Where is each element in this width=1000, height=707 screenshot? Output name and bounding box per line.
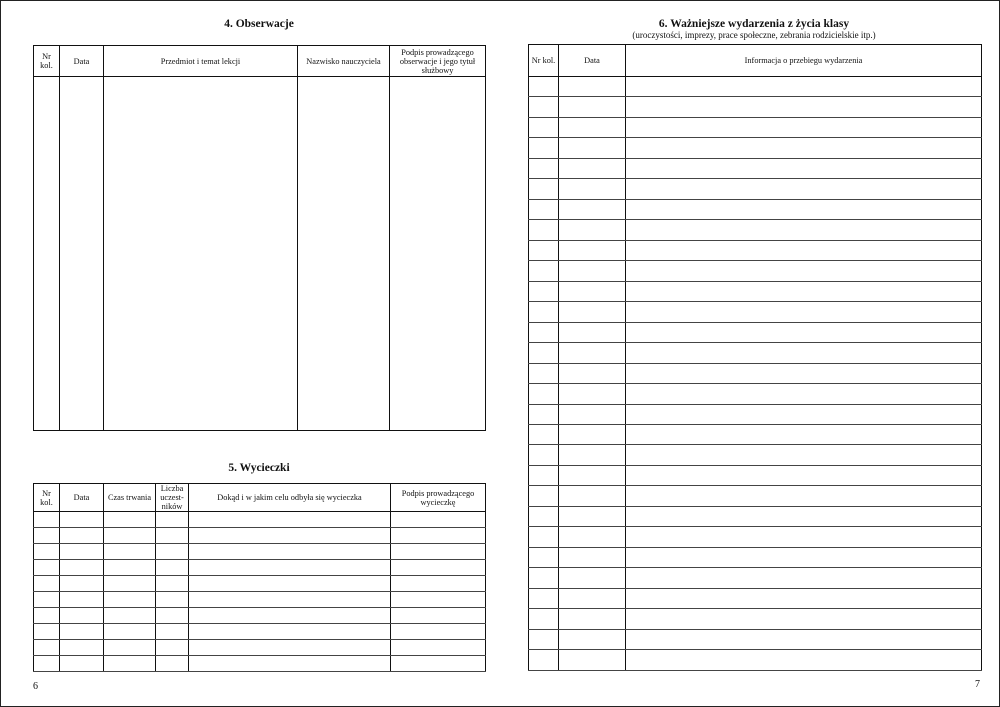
cell-destination[interactable] — [189, 656, 391, 672]
cell-participants[interactable] — [156, 544, 189, 560]
cell-date[interactable] — [559, 547, 626, 567]
cell-destination[interactable] — [189, 544, 391, 560]
cell-destination[interactable] — [189, 608, 391, 624]
col-header-nr: Nr kol. — [34, 484, 60, 512]
cell-date[interactable] — [559, 445, 626, 465]
cell-info[interactable] — [626, 138, 982, 158]
cell-subject[interactable] — [104, 77, 298, 431]
cell-date[interactable] — [559, 424, 626, 444]
cell-date[interactable] — [60, 512, 104, 528]
cell-date[interactable] — [559, 138, 626, 158]
cell-nr[interactable] — [34, 576, 60, 592]
table-row — [529, 220, 982, 240]
table-row — [529, 465, 982, 485]
table-row — [529, 158, 982, 178]
cell-date[interactable] — [559, 199, 626, 219]
table-row — [34, 640, 486, 656]
cell-date[interactable] — [60, 656, 104, 672]
cell-nr[interactable] — [34, 608, 60, 624]
cell-info[interactable] — [626, 220, 982, 240]
col-header-date: Data — [60, 46, 104, 77]
table-row — [34, 656, 486, 672]
table-row — [529, 445, 982, 465]
cell-info[interactable] — [626, 179, 982, 199]
cell-info[interactable] — [626, 547, 982, 567]
cell-date[interactable] — [559, 77, 626, 97]
cell-date[interactable] — [559, 506, 626, 526]
col-header-date: Data — [559, 45, 626, 77]
cell-info[interactable] — [626, 117, 982, 137]
col-header-subject: Przedmiot i temat lekcji — [104, 46, 298, 77]
cell-signature[interactable] — [391, 544, 486, 560]
cell-nr[interactable] — [34, 528, 60, 544]
cell-date[interactable] — [60, 77, 104, 431]
table-row — [529, 117, 982, 137]
cell-info[interactable] — [626, 424, 982, 444]
table-row — [529, 424, 982, 444]
col-header-teacher: Nazwisko nauczyciela — [298, 46, 390, 77]
cell-nr[interactable] — [529, 506, 559, 526]
cell-destination[interactable] — [189, 560, 391, 576]
cell-duration[interactable] — [104, 560, 156, 576]
cell-info[interactable] — [626, 261, 982, 281]
cell-participants[interactable] — [156, 592, 189, 608]
table-row — [529, 138, 982, 158]
cell-nr[interactable] — [529, 261, 559, 281]
cell-duration[interactable] — [104, 544, 156, 560]
trips-table — [33, 483, 486, 672]
cell-nr[interactable] — [529, 384, 559, 404]
cell-teacher[interactable] — [298, 77, 390, 431]
cell-nr[interactable] — [529, 445, 559, 465]
cell-signature[interactable] — [391, 640, 486, 656]
cell-nr[interactable] — [529, 158, 559, 178]
cell-participants[interactable] — [156, 560, 189, 576]
cell-nr[interactable] — [529, 97, 559, 117]
table-row — [529, 77, 982, 97]
cell-nr[interactable] — [529, 199, 559, 219]
table-row — [529, 588, 982, 608]
table-row — [34, 576, 486, 592]
cell-nr[interactable] — [529, 404, 559, 424]
table-row — [34, 560, 486, 576]
table-row — [529, 261, 982, 281]
cell-date[interactable] — [559, 343, 626, 363]
cell-nr[interactable] — [529, 486, 559, 506]
cell-nr[interactable] — [529, 465, 559, 485]
cell-nr[interactable] — [34, 640, 60, 656]
cell-date[interactable] — [60, 608, 104, 624]
cell-date[interactable] — [559, 568, 626, 588]
cell-nr[interactable] — [34, 624, 60, 640]
cell-date[interactable] — [559, 220, 626, 240]
cell-nr[interactable] — [34, 592, 60, 608]
col-header-destination: Dokąd i w jakim celu odbyła się wycieczka — [189, 484, 391, 512]
cell-nr[interactable] — [529, 424, 559, 444]
observations-title: 4. Obserwacje — [224, 18, 294, 30]
cell-nr[interactable] — [529, 281, 559, 301]
table-row — [529, 240, 982, 260]
cell-nr[interactable] — [529, 650, 559, 671]
cell-nr[interactable] — [34, 656, 60, 672]
cell-signature[interactable] — [391, 576, 486, 592]
cell-nr[interactable] — [529, 322, 559, 342]
cell-participants[interactable] — [156, 512, 189, 528]
col-header-info: Informacja o przebiegu wydarzenia — [626, 45, 982, 77]
cell-date[interactable] — [559, 281, 626, 301]
cell-info[interactable] — [626, 465, 982, 485]
cell-info[interactable] — [626, 486, 982, 506]
cell-info[interactable] — [626, 158, 982, 178]
cell-nr[interactable] — [529, 138, 559, 158]
cell-info[interactable] — [626, 588, 982, 608]
trips-title: 5. Wycieczki — [228, 462, 290, 474]
cell-info[interactable] — [626, 199, 982, 219]
col-header-signature: Podpis prowadzącego wycieczkę — [391, 484, 486, 512]
cell-info[interactable] — [626, 97, 982, 117]
cell-date[interactable] — [559, 650, 626, 671]
cell-signature[interactable] — [391, 560, 486, 576]
cell-info[interactable] — [626, 77, 982, 97]
cell-signature[interactable] — [391, 608, 486, 624]
table-row — [34, 528, 486, 544]
table-row — [529, 302, 982, 322]
table-row — [529, 199, 982, 219]
cell-date[interactable] — [559, 363, 626, 383]
table-row — [529, 404, 982, 424]
cell-date[interactable] — [60, 576, 104, 592]
cell-destination[interactable] — [189, 528, 391, 544]
cell-date[interactable] — [559, 179, 626, 199]
cell-participants[interactable] — [156, 528, 189, 544]
cell-nr[interactable] — [529, 302, 559, 322]
cell-info[interactable] — [626, 650, 982, 671]
cell-duration[interactable] — [104, 656, 156, 672]
cell-nr[interactable] — [34, 512, 60, 528]
table-row — [529, 281, 982, 301]
cell-date[interactable] — [559, 97, 626, 117]
cell-date[interactable] — [559, 117, 626, 137]
col-header-date: Data — [60, 484, 104, 512]
table-row — [529, 363, 982, 383]
cell-info[interactable] — [626, 363, 982, 383]
col-header-signature: Podpis prowadzącego obserwacje i jego tytuł służbowy — [390, 46, 486, 77]
cell-date[interactable] — [559, 302, 626, 322]
table-row — [529, 609, 982, 629]
cell-duration[interactable] — [104, 592, 156, 608]
cell-info[interactable] — [626, 506, 982, 526]
cell-duration[interactable] — [104, 512, 156, 528]
page-number-right: 7 — [975, 679, 980, 690]
cell-nr[interactable] — [34, 77, 60, 431]
cell-signature[interactable] — [391, 528, 486, 544]
cell-participants[interactable] — [156, 624, 189, 640]
table-row — [529, 486, 982, 506]
cell-signature[interactable] — [391, 512, 486, 528]
cell-signature[interactable] — [390, 77, 486, 431]
cell-date[interactable] — [559, 486, 626, 506]
cell-date[interactable] — [60, 544, 104, 560]
cell-info[interactable] — [626, 609, 982, 629]
cell-info[interactable] — [626, 527, 982, 547]
cell-info[interactable] — [626, 384, 982, 404]
cell-date[interactable] — [559, 588, 626, 608]
cell-date[interactable] — [559, 527, 626, 547]
cell-nr[interactable] — [529, 629, 559, 649]
table-row — [34, 624, 486, 640]
cell-date[interactable] — [60, 640, 104, 656]
cell-date[interactable] — [60, 560, 104, 576]
table-row — [34, 608, 486, 624]
cell-nr[interactable] — [529, 609, 559, 629]
cell-duration[interactable] — [104, 640, 156, 656]
cell-nr[interactable] — [529, 588, 559, 608]
cell-info[interactable] — [626, 404, 982, 424]
cell-nr[interactable] — [529, 179, 559, 199]
cell-info[interactable] — [626, 302, 982, 322]
observations-table — [33, 45, 486, 431]
cell-nr[interactable] — [529, 77, 559, 97]
observations-body-row — [34, 77, 486, 431]
table-row — [529, 384, 982, 404]
cell-date[interactable] — [60, 528, 104, 544]
table-row — [529, 179, 982, 199]
cell-destination[interactable] — [189, 512, 391, 528]
cell-nr[interactable] — [529, 343, 559, 363]
table-row — [529, 343, 982, 363]
cell-date[interactable] — [559, 384, 626, 404]
cell-signature[interactable] — [391, 656, 486, 672]
table-row — [34, 592, 486, 608]
cell-duration[interactable] — [104, 624, 156, 640]
col-header-nr: Nr kol. — [529, 45, 559, 77]
table-row — [529, 97, 982, 117]
cell-participants[interactable] — [156, 576, 189, 592]
cell-date[interactable] — [559, 404, 626, 424]
cell-signature[interactable] — [391, 624, 486, 640]
events-subtitle: (uroczystości, imprezy, prace społeczne, zebrania rodzicielskie itp.) — [632, 30, 876, 40]
table-row — [529, 547, 982, 567]
cell-date[interactable] — [559, 609, 626, 629]
cell-date[interactable] — [559, 629, 626, 649]
cell-info[interactable] — [626, 629, 982, 649]
cell-date[interactable] — [60, 592, 104, 608]
cell-date[interactable] — [559, 240, 626, 260]
cell-destination[interactable] — [189, 640, 391, 656]
cell-nr[interactable] — [529, 363, 559, 383]
events-table — [528, 44, 982, 671]
cell-destination[interactable] — [189, 624, 391, 640]
cell-info[interactable] — [626, 322, 982, 342]
table-row — [529, 527, 982, 547]
table-row — [529, 568, 982, 588]
cell-nr[interactable] — [529, 220, 559, 240]
cell-nr[interactable] — [529, 240, 559, 260]
cell-date[interactable] — [559, 322, 626, 342]
cell-nr[interactable] — [529, 527, 559, 547]
cell-info[interactable] — [626, 281, 982, 301]
page-number-left: 6 — [33, 681, 38, 692]
cell-duration[interactable] — [104, 576, 156, 592]
table-row — [529, 506, 982, 526]
cell-nr[interactable] — [34, 544, 60, 560]
table-row — [529, 629, 982, 649]
table-row — [529, 650, 982, 671]
col-header-nr: Nr kol. — [34, 46, 60, 77]
cell-info[interactable] — [626, 343, 982, 363]
cell-participants[interactable] — [156, 640, 189, 656]
cell-date[interactable] — [559, 465, 626, 485]
cell-duration[interactable] — [104, 528, 156, 544]
cell-nr[interactable] — [529, 568, 559, 588]
cell-date[interactable] — [60, 624, 104, 640]
cell-nr[interactable] — [529, 117, 559, 137]
cell-nr[interactable] — [529, 547, 559, 567]
cell-signature[interactable] — [391, 592, 486, 608]
cell-info[interactable] — [626, 568, 982, 588]
table-row — [34, 544, 486, 560]
cell-info[interactable] — [626, 240, 982, 260]
table-row — [529, 322, 982, 342]
col-header-participants: Liczba uczest-ników — [156, 484, 189, 512]
cell-destination[interactable] — [189, 576, 391, 592]
table-row — [34, 512, 486, 528]
col-header-duration: Czas trwania — [104, 484, 156, 512]
cell-info[interactable] — [626, 445, 982, 465]
cell-participants[interactable] — [156, 656, 189, 672]
cell-duration[interactable] — [104, 608, 156, 624]
cell-nr[interactable] — [34, 560, 60, 576]
cell-date[interactable] — [559, 261, 626, 281]
events-title: 6. Ważniejsze wydarzenia z życia klasy — [658, 18, 850, 30]
cell-destination[interactable] — [189, 592, 391, 608]
cell-participants[interactable] — [156, 608, 189, 624]
cell-date[interactable] — [559, 158, 626, 178]
